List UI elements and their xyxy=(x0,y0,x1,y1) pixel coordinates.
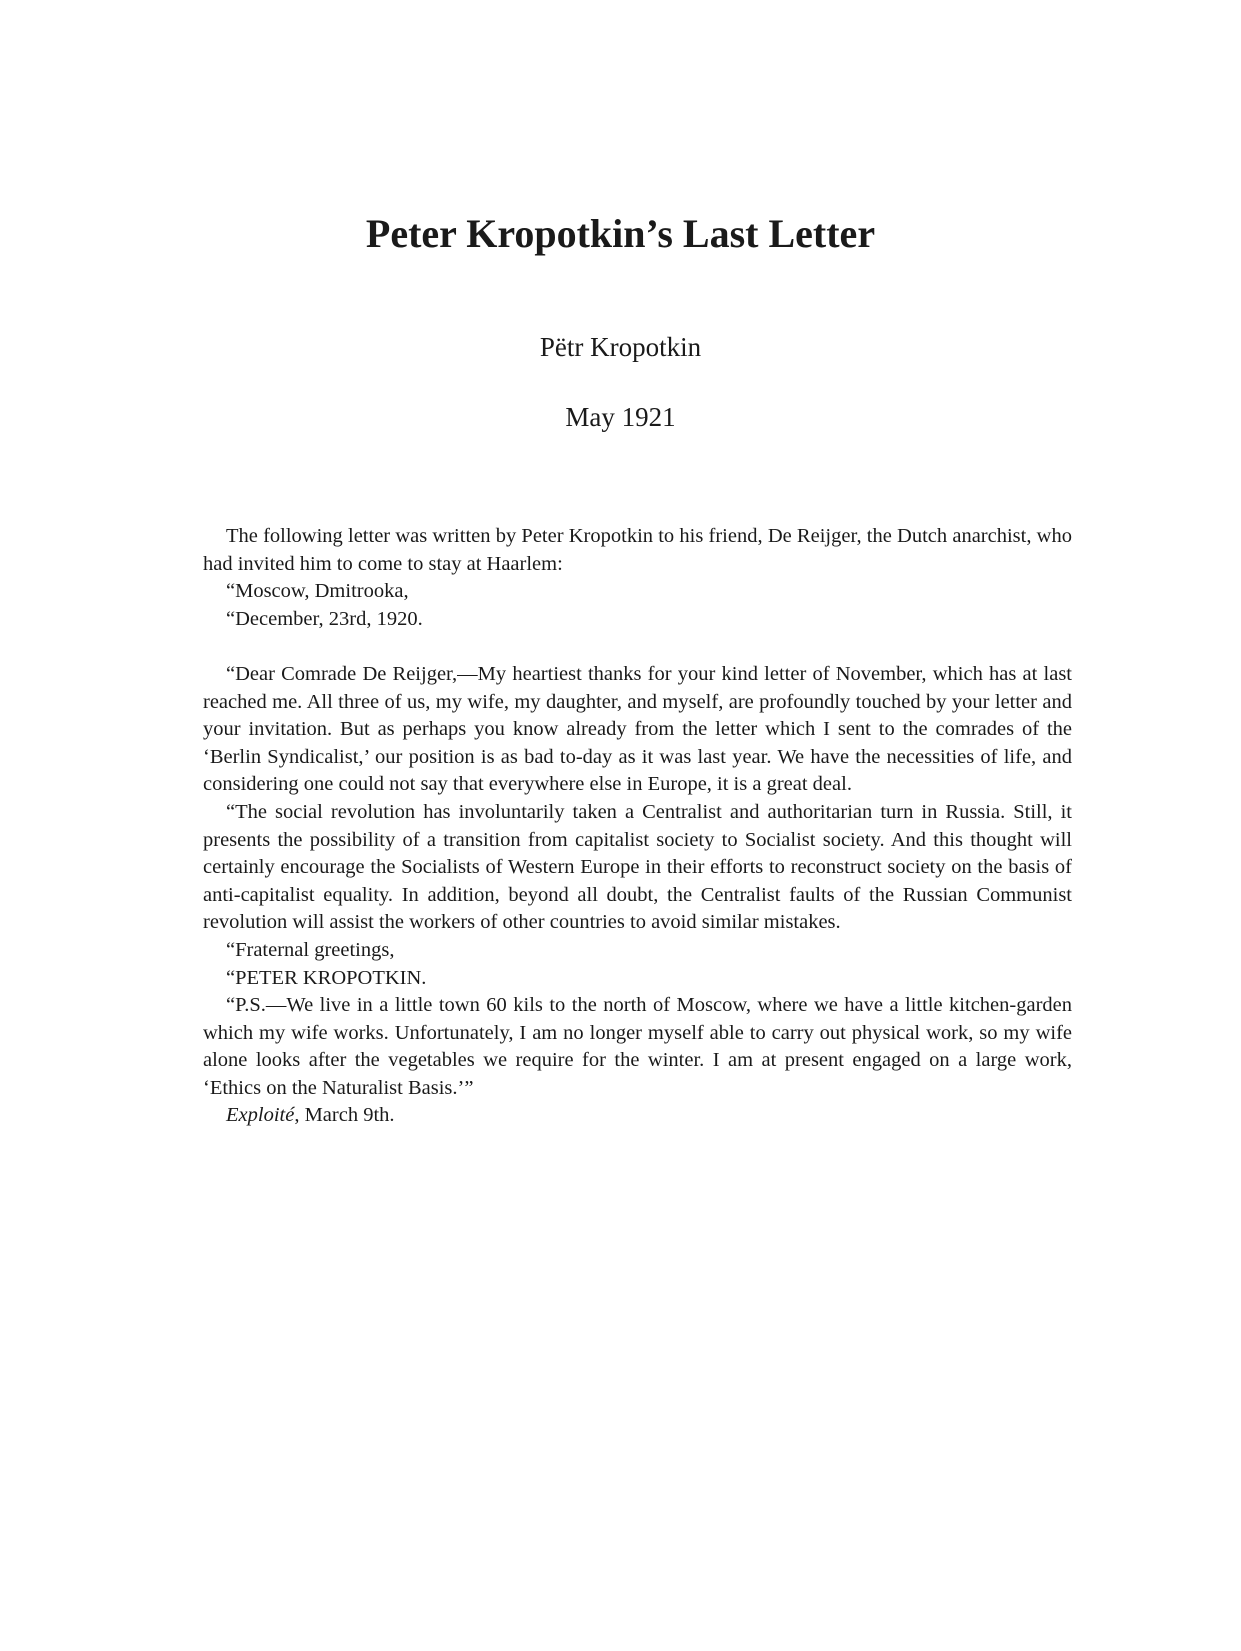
letter-closing: “Fraternal greetings, xyxy=(226,938,395,961)
letter-place: “Moscow, Dmitrooka, xyxy=(226,580,409,603)
page-title: Peter Kropotkin’s Last Letter xyxy=(365,211,876,256)
letter-revolution-paragraph: “The social revolution has involuntarily taken a Centralist and authoritarian turn in Russia. Still, it presents the possibility of a transition from capitalist society to Socialist society. And this thought will certainly encourage the Socialists of Western Europe in their efforts to reconstruct society on the basis of anti-capitalist equality. In addition, beyond all doubt, the Centralist faults of the Russian Communist revolution will assist the workers of other countries to avoid similar mistakes. xyxy=(203,800,1072,934)
source-citation xyxy=(203,1102,1072,1130)
author-name: Pëtr Kropotkin xyxy=(539,332,702,362)
source-title: Exploité xyxy=(226,1104,295,1127)
body-text xyxy=(203,523,1072,1130)
publication-date: May 1921 xyxy=(565,402,676,432)
source-date: , March 9th. xyxy=(294,1104,395,1127)
letter-date: “December, 23rd, 1920. xyxy=(226,607,423,630)
letter-postscript: “P.S.—We live in a little town 60 kils to the north of Moscow, where we have a little kitchen-garden which my wife works. Unfortunately, I am no longer myself able to carry out physical work, so my wife alone looks after the vegetables we require for the winter. I am at present engaged on a large work, ‘Ethics on the Naturalist Basis.’” xyxy=(203,994,1072,1099)
intro-paragraph: The following letter was written by Peter Kropotkin to his friend, De Reijger, the Dutch anarchist, who had invited him to come to stay at Haarlem: xyxy=(203,525,1072,575)
letter-greeting-paragraph: “Dear Comrade De Reijger,—My heartiest thanks for your kind letter of November, which has at last reached me. All three of us, my wife, my daughter, and myself, are profoundly touched by your letter and your invitation. But as perhaps you know already from the letter which I sent to the comrades of the ‘Berlin Syndicalist,’ our position is as bad to-day as it was last year. We have the necessities of life, and considering one could not say that everywhere else in Europe, it is a great deal. xyxy=(203,662,1072,796)
letter-signature: “PETER KROPOTKIN. xyxy=(226,966,427,989)
